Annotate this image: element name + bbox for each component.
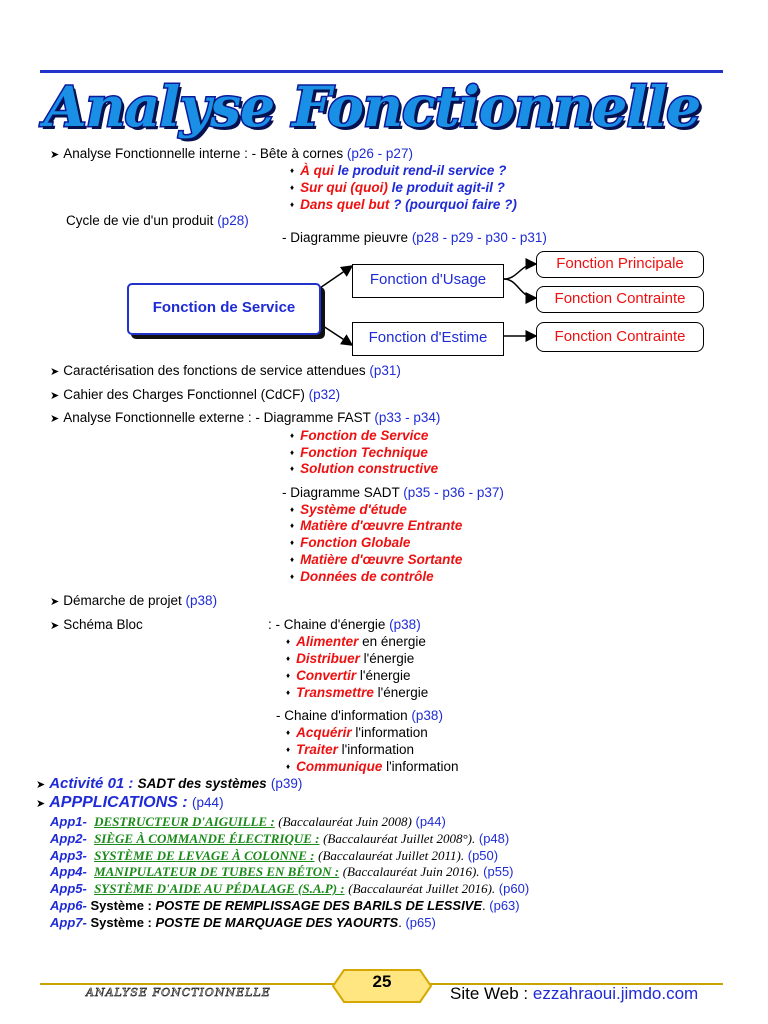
diamond-bullet-icon: ♦ (290, 200, 295, 209)
q2-red: Sur qui (quoi) (300, 180, 388, 195)
line-chaine-energie (268, 617, 421, 632)
energie-rest: l'énergie (359, 668, 411, 683)
demarche-ref: (p38) (185, 593, 218, 608)
cdcf-ref: (p32) (308, 387, 341, 402)
fonction-contrainte-box-2: Fonction Contrainte (536, 322, 704, 352)
line-applications (36, 794, 224, 812)
fast-item (290, 461, 438, 476)
footer-site (450, 984, 698, 1004)
activite-ref: (p39) (270, 776, 303, 791)
arrow-bullet-icon: ➤ (50, 596, 60, 608)
fonction-service-box: Fonction de Service (127, 283, 321, 335)
applications-ref: (p44) (192, 795, 224, 810)
app-source: (Baccalauréat Juillet 2016). (348, 881, 496, 896)
energie-verb: Alimenter (296, 634, 359, 649)
info-verb: Acquérir (296, 725, 352, 740)
diamond-bullet-icon: ♦ (290, 431, 295, 440)
arrow-bullet-icon: ➤ (50, 413, 60, 425)
app-ref[interactable]: (p63) (489, 898, 520, 913)
app-id: App1- (50, 814, 87, 829)
app-id: App7- (50, 915, 87, 930)
q1-red: À qui (300, 163, 334, 178)
sadt-ref: (p35 - p36 - p37) (403, 485, 504, 500)
fast-item-label: Fonction de Service (300, 428, 429, 443)
app-id: App5- (50, 881, 87, 896)
diamond-bullet-icon: ♦ (286, 688, 291, 697)
info-verb: Traiter (296, 742, 338, 757)
footer-title: ANALYSE FONCTIONNELLE (86, 986, 271, 999)
app-system-label: Système : (90, 915, 152, 930)
diamond-bullet-icon: ♦ (290, 183, 295, 192)
info-rest: l'information (355, 725, 428, 740)
afe-ref: (p33 - p34) (374, 410, 441, 425)
diamond-bullet-icon: ♦ (290, 464, 295, 473)
page-title: Analyse Fonctionnelle (44, 74, 701, 139)
app-name: DESTRUCTEUR D'AIGUILLE : (94, 814, 275, 829)
sadt-item-label: Matière d'œuvre Sortante (300, 552, 463, 567)
app-name: SIÈGE À COMMANDE ÉLECTRIQUE : (94, 831, 320, 846)
energie-verb: Distribuer (296, 651, 360, 666)
chaine-energie-label: : - Chaine d'énergie (268, 617, 386, 632)
sadt-label: - Diagramme SADT (282, 485, 400, 500)
fonction-principale-box: Fonction Principale (536, 251, 704, 278)
q1-rest: le produit rend-il service ? (337, 163, 507, 178)
diamond-bullet-icon: ♦ (290, 555, 295, 564)
diamond-bullet-icon: ♦ (290, 505, 295, 514)
app-name: POSTE DE MARQUAGE DES YAOURTS (155, 915, 399, 930)
arrow-bullet-icon: ➤ (50, 149, 60, 161)
q2-rest: le produit agit-il ? (391, 180, 505, 195)
caract-label: Caractérisation des fonctions de service attendues (63, 363, 366, 378)
app-source: (Baccalauréat Juin 2008) (278, 814, 412, 829)
info-rest: l'information (386, 759, 459, 774)
line-cdcf (50, 387, 340, 402)
app-line: App6- Système : POSTE DE REMPLISSAGE DES BARILS DE LESSIVE. (p63) (50, 898, 520, 913)
energie-item (286, 685, 428, 700)
pieuvre-label: - Diagramme pieuvre (282, 230, 409, 245)
app-name: MANIPULATEUR DE TUBES EN BÉTON : (94, 864, 340, 879)
app-line: App7- Système : POSTE DE MARQUAGE DES YAOURTS. (p65) (50, 915, 436, 930)
diamond-bullet-icon: ♦ (286, 762, 291, 771)
q3-rest: ? (pourquoi faire ?) (393, 197, 517, 212)
line-activite (36, 775, 302, 792)
line-chaine-info (276, 708, 443, 723)
info-rest: l'information (341, 742, 414, 757)
cdcf-label: Cahier des Charges Fonctionnel (CdCF) (63, 387, 305, 402)
afi-ref: (p26 - p27) (346, 146, 413, 161)
arrow-bullet-icon: ➤ (50, 620, 60, 632)
fonction-contrainte-box-1: Fonction Contrainte (536, 286, 704, 313)
line-afe (50, 410, 440, 425)
energie-verb: Transmettre (296, 685, 374, 700)
app-line (50, 814, 446, 830)
arrow-bullet-icon: ➤ (50, 366, 60, 378)
app-id: App4- (50, 864, 87, 879)
app-line (50, 864, 514, 880)
app-line (50, 848, 498, 864)
info-item (286, 742, 414, 757)
sadt-item-label: Données de contrôle (300, 569, 434, 584)
app-name: POSTE DE REMPLISSAGE DES BARILS DE LESSIVE (155, 898, 483, 913)
diamond-bullet-icon: ♦ (290, 538, 295, 547)
app-name: SYSTÈME DE LEVAGE À COLONNE : (94, 848, 315, 863)
energie-item (286, 651, 414, 666)
fonction-usage-box: Fonction d'Usage (352, 264, 504, 298)
cycle-ref: (p28) (217, 213, 249, 228)
diamond-bullet-icon: ♦ (290, 572, 295, 581)
line-demarche (50, 593, 217, 608)
energie-verb: Convertir (296, 668, 357, 683)
chaine-info-label: - Chaine d'information (276, 708, 408, 723)
sadt-item (290, 552, 462, 567)
app-source: (Baccalauréat Juin 2016). (342, 864, 480, 879)
sadt-item-label: Fonction Globale (300, 535, 411, 550)
app-source: (Baccalauréat Juillet 2008°). (323, 831, 476, 846)
diamond-bullet-icon: ♦ (290, 448, 295, 457)
activite-label: Activité 01 : (49, 775, 134, 792)
fast-item-label: Solution constructive (300, 461, 439, 476)
afi-label: Analyse Fonctionnelle interne : - Bête à cornes (63, 146, 344, 161)
energie-rest: en énergie (362, 634, 426, 649)
cycle-label: Cycle de vie d'un produit (66, 213, 214, 228)
app-system-label: Système : (90, 898, 152, 913)
arrow-bullet-icon: ➤ (50, 390, 60, 402)
app-ref[interactable]: (p50) (467, 848, 499, 863)
diamond-bullet-icon: ♦ (290, 521, 295, 530)
sadt-item (290, 569, 434, 584)
fast-item (290, 445, 428, 460)
schema-label: Schéma Bloc (63, 617, 143, 632)
sadt-item-label: Système d'étude (300, 502, 407, 517)
app-name: SYSTÈME D'AIDE AU PÉDALAGE (S.A.P) : (94, 881, 345, 896)
diamond-bullet-icon: ♦ (286, 745, 291, 754)
app-ref[interactable]: (p44) (415, 814, 446, 829)
energie-rest: l'énergie (377, 685, 429, 700)
activite-rest: SADT des systèmes (137, 776, 267, 791)
diamond-bullet-icon: ♦ (286, 728, 291, 737)
afe-label: Analyse Fonctionnelle externe : - Diagramme FAST (63, 410, 371, 425)
energie-item (286, 668, 411, 683)
app-ref[interactable]: (p60) (498, 881, 530, 896)
diamond-bullet-icon: ♦ (286, 671, 291, 680)
energie-rest: l'énergie (363, 651, 415, 666)
line-caract (50, 363, 401, 378)
app-source: (Baccalauréat Juillet 2011). (318, 848, 465, 863)
pieuvre-ref: (p28 - p29 - p30 - p31) (411, 230, 547, 245)
diamond-bullet-icon: ♦ (290, 166, 295, 175)
chaine-energie-ref: (p38) (389, 617, 421, 632)
arrow-bullet-icon: ➤ (36, 798, 46, 810)
line-schema (50, 617, 143, 632)
sadt-item-label: Matière d'œuvre Entrante (300, 518, 463, 533)
info-verb: Communique (296, 759, 383, 774)
site-url-link[interactable]: ezzahraoui.jimdo.com (532, 984, 699, 1003)
app-ref[interactable]: (p48) (478, 831, 510, 846)
diamond-bullet-icon: ♦ (286, 654, 291, 663)
fast-item (290, 428, 428, 443)
info-item (286, 759, 458, 774)
energie-item (286, 634, 426, 649)
sadt-item (290, 518, 462, 533)
fonction-estime-box: Fonction d'Estime (352, 322, 504, 356)
caract-ref: (p31) (369, 363, 401, 378)
chaine-info-ref: (p38) (411, 708, 443, 723)
app-id: App6- (50, 898, 87, 913)
info-item (286, 725, 428, 740)
app-ref[interactable]: (p55) (483, 864, 514, 879)
q3-red: Dans quel but (300, 197, 390, 212)
site-label: Site Web : (450, 984, 529, 1003)
line-sadt (282, 485, 504, 500)
diamond-bullet-icon: ♦ (286, 637, 291, 646)
page-number: 25 (372, 972, 392, 991)
arrow-bullet-icon: ➤ (36, 779, 46, 791)
app-line (50, 881, 529, 897)
sadt-item (290, 535, 410, 550)
demarche-label: Démarche de projet (63, 593, 182, 608)
app-ref[interactable]: (p65) (405, 915, 436, 930)
sadt-item (290, 502, 407, 517)
app-id: App2- (50, 831, 87, 846)
app-line (50, 831, 509, 847)
fast-item-label: Fonction Technique (300, 445, 428, 460)
app-id: App3- (50, 848, 87, 863)
applications-label: APPPLICATIONS : (49, 794, 188, 811)
